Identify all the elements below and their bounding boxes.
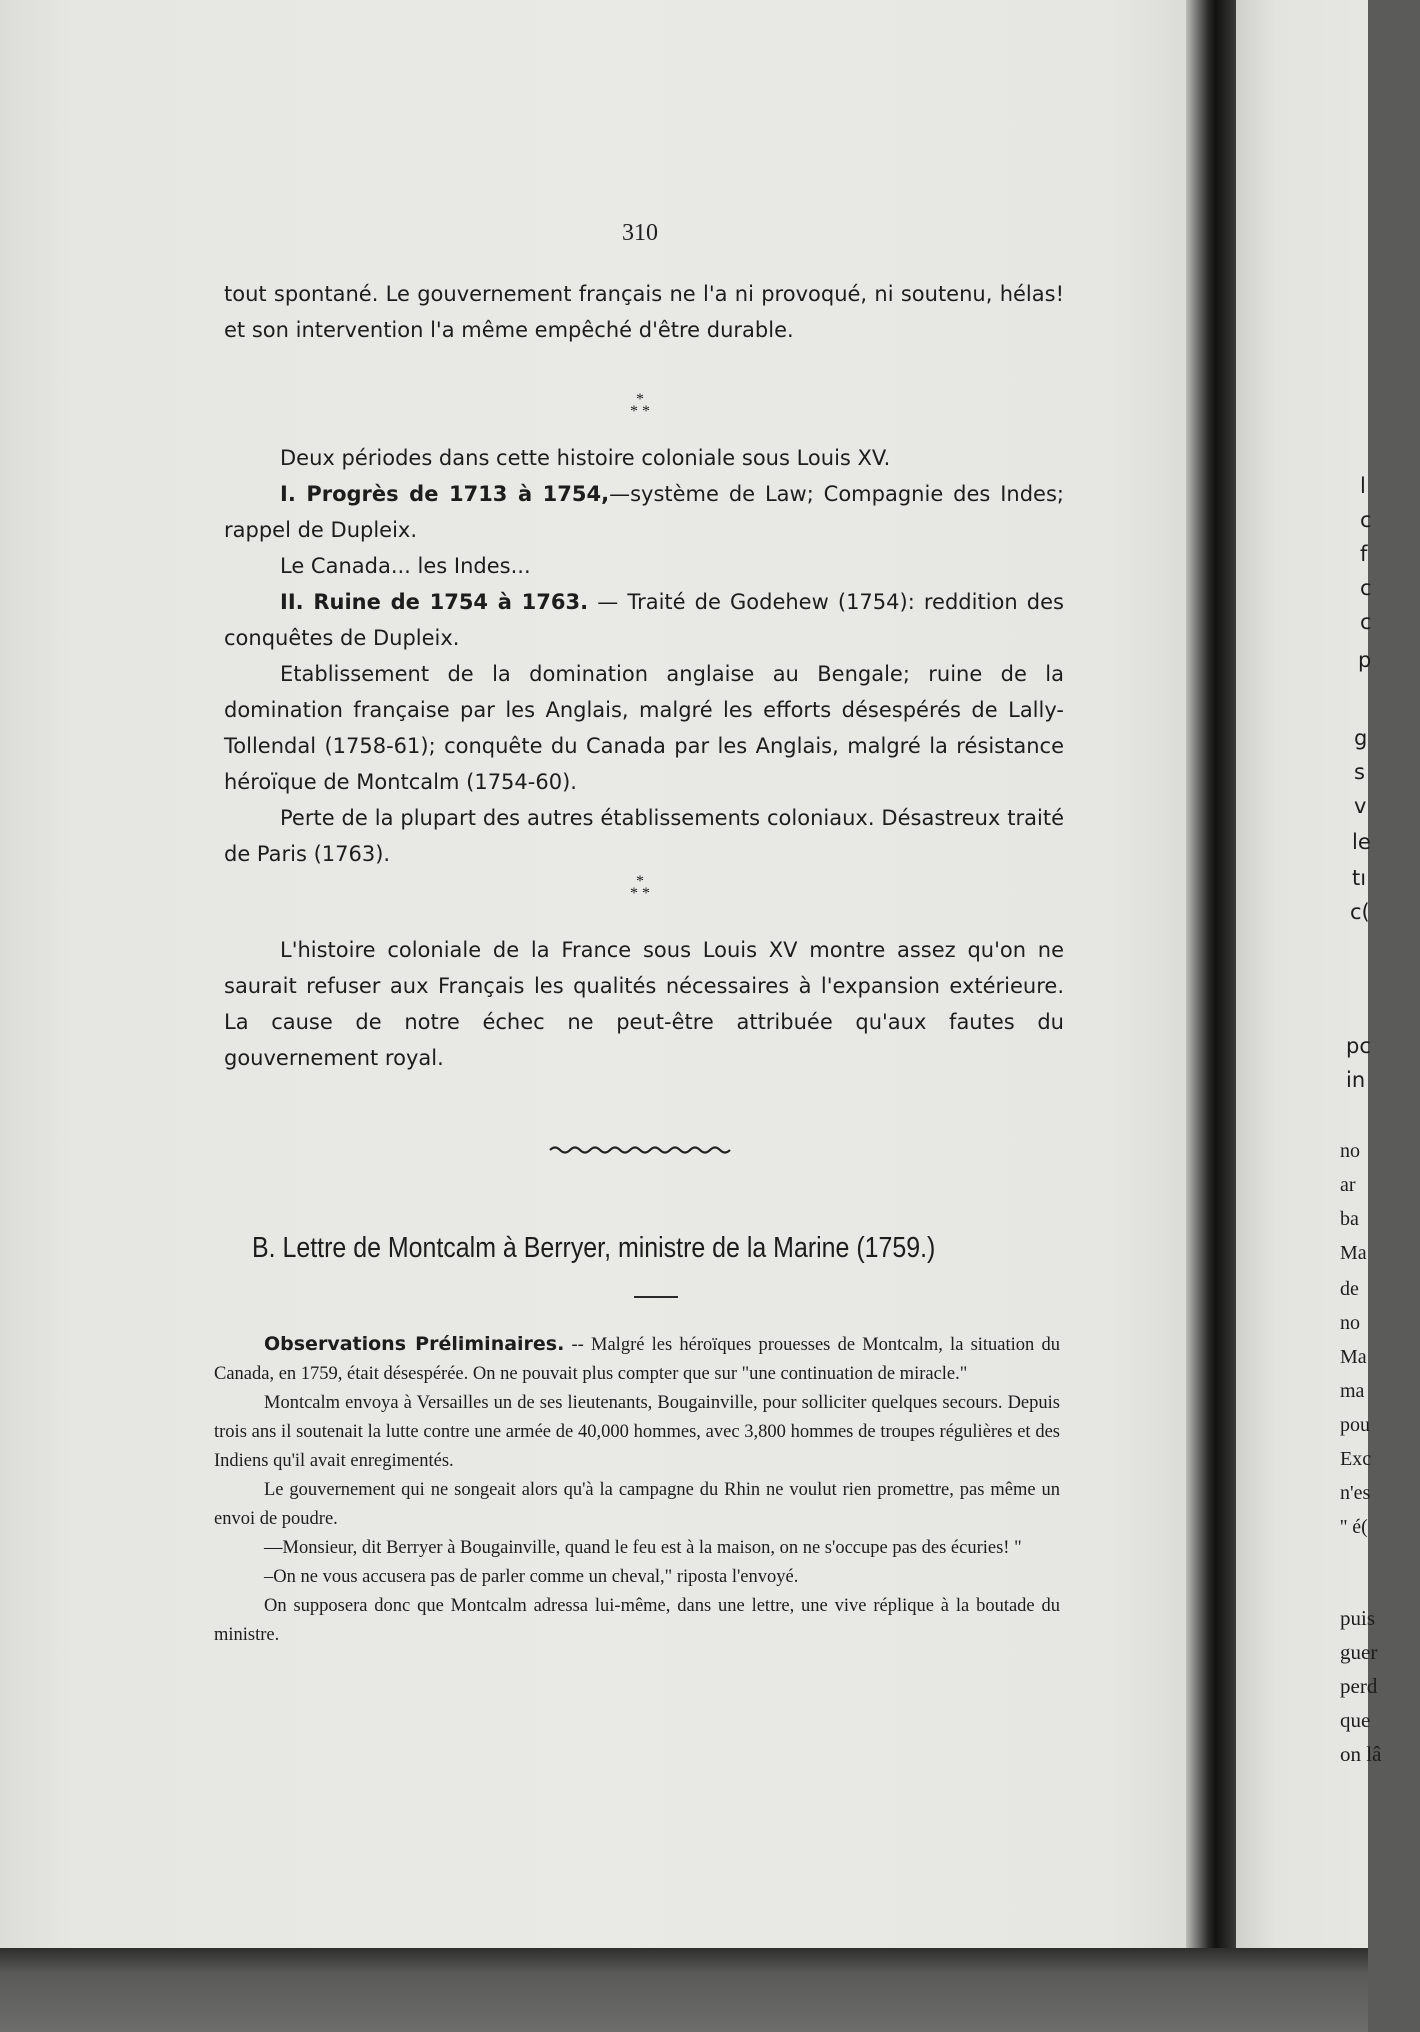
conclusion-paragraph <box>224 932 1064 1076</box>
period-2-paragraph-1: Etablissement de la domination anglaise au Bengale; ruine de la domination française par les Anglais, malgré les efforts désespérés de Lally-Tollendal (1758-61); conquête du Canada par les Anglais, malgré la résistance héroïque de Montcalm (1754-60). <box>224 662 1064 794</box>
fragment-24: Exc <box>1340 1448 1372 1470</box>
observations-p2: Montcalm envoya à Versailles un de ses lieutenants, Bougainville, pour solliciter quelques secours. Depuis trois ans il soutenait la lutte contre une armée de 40,000 hommes, avec 3,800 hommes de troupes régulières et des Indiens qu'il avait enregimentés. <box>214 1393 1060 1471</box>
section-rule <box>634 1296 678 1298</box>
fragment-22: ma <box>1340 1380 1365 1402</box>
observations-p5: –On ne vous accusera pas de parler comme un cheval," riposta l'envoyé. <box>264 1567 799 1587</box>
asterism-bottom-2: * * <box>630 885 650 902</box>
fragment-19: de <box>1340 1278 1359 1300</box>
period-1-note: Le Canada... les Indes... <box>280 554 531 578</box>
fragment-15: no <box>1340 1140 1360 1162</box>
fragment-13: pc <box>1346 1034 1371 1058</box>
observations-block <box>214 1330 1060 1650</box>
observations-p1-text: -- Malgré les héroïques prouesses de Montcalm, la situation du Canada, en 1759, était désespérée. On ne pouvait plus compter que sur "une continuation de miracle." <box>214 1335 1060 1384</box>
observations-p3: Le gouvernement qui ne songeait alors qu'à la campagne du Rhin ne voulut rien promettre, pas même un envoi de poudre. <box>214 1480 1060 1529</box>
period-2 <box>224 584 1064 656</box>
fragment-20: no <box>1340 1312 1360 1334</box>
fragment-21: Ma <box>1340 1346 1367 1368</box>
period-1-heading: I. Progrès de 1713 à 1754, <box>280 482 610 506</box>
section-title: B. Lettre de Montcalm à Berryer, ministre de la Marine (1759.) <box>252 1232 936 1264</box>
period-2-paragraph-2: Perte de la plupart des autres établissements coloniaux. Désastreux traité de Paris (1763). <box>224 806 1064 866</box>
fragment-3: f <box>1360 542 1368 566</box>
wavy-rule-ornament <box>550 1143 730 1157</box>
opening-paragraph <box>224 276 1064 348</box>
fragment-7: g <box>1354 726 1368 750</box>
fragment-2: c <box>1360 508 1372 532</box>
period-1 <box>224 476 1064 548</box>
conclusion-text: L'histoire coloniale de la France sous Louis XV montre assez qu'on ne saurait refuser aux Français les qualités nécessaires à l'expansion extérieure. La cause de notre échec ne peut-être attribuée qu'aux fautes du gouvernement royal. <box>224 938 1064 1070</box>
fragment-8: s <box>1354 760 1365 784</box>
fragment-10: le <box>1352 830 1371 854</box>
asterism-top-2: * <box>636 873 644 890</box>
fragment-26: '' é( <box>1340 1516 1368 1538</box>
fragment-1: l <box>1360 474 1366 498</box>
fragment-12: c( <box>1350 900 1370 924</box>
fragment-6: p <box>1358 648 1372 672</box>
fragment-9: v <box>1354 794 1367 818</box>
fragment-18: Ma <box>1340 1242 1367 1264</box>
observations-p1 <box>214 1330 1060 1389</box>
period-2-heading: II. Ruine de 1754 à 1763. <box>280 590 589 614</box>
fragment-27: puis <box>1340 1606 1376 1630</box>
asterism-divider-2 <box>610 873 670 902</box>
fragment-31: on lâ <box>1340 1742 1382 1766</box>
fragment-5: c <box>1360 610 1372 634</box>
book-gutter <box>1186 0 1236 1948</box>
page-number: 310 <box>622 220 658 246</box>
fragment-28: guer <box>1340 1640 1378 1664</box>
fragment-4: c <box>1360 576 1372 600</box>
period-2-text: — Traité de Godehew (1754): reddition des conquêtes de Dupleix. <box>224 590 1064 650</box>
scan-bottom-edge <box>0 1948 1368 2032</box>
asterism-divider <box>610 391 670 420</box>
fragment-30: que <box>1340 1708 1371 1732</box>
periods-intro: Deux périodes dans cette histoire coloniale sous Louis XV. <box>280 446 891 470</box>
fragment-17: ba <box>1340 1208 1359 1230</box>
periods-section <box>224 440 1064 872</box>
fragment-29: perd <box>1340 1674 1378 1698</box>
observations-p4: —Monsieur, dit Berryer à Bougainville, quand le feu est à la maison, on ne s'occupe pas des écuries! " <box>264 1538 1022 1558</box>
fragment-11: tı <box>1352 866 1367 890</box>
opening-paragraph-text: tout spontané. Le gouvernement français ne l'a ni provoqué, ni soutenu, hélas! et son intervention l'a même empêché d'être durable. <box>224 282 1064 342</box>
observations-heading: Observations Préliminaires. <box>264 1333 565 1355</box>
observations-p6: On supposera donc que Montcalm adressa lui-même, dans une lettre, une vive réplique à la boutade du ministre. <box>214 1596 1060 1645</box>
fragment-25: n'es <box>1340 1482 1371 1504</box>
fragment-23: pou <box>1340 1414 1370 1436</box>
asterism-bottom: * * <box>630 403 650 420</box>
asterism-top: * <box>636 391 644 408</box>
fragment-14: in <box>1346 1068 1366 1092</box>
period-1-text: —système de Law; Compagnie des Indes; rappel de Dupleix. <box>224 482 1064 542</box>
fragment-16: ar <box>1340 1174 1356 1196</box>
